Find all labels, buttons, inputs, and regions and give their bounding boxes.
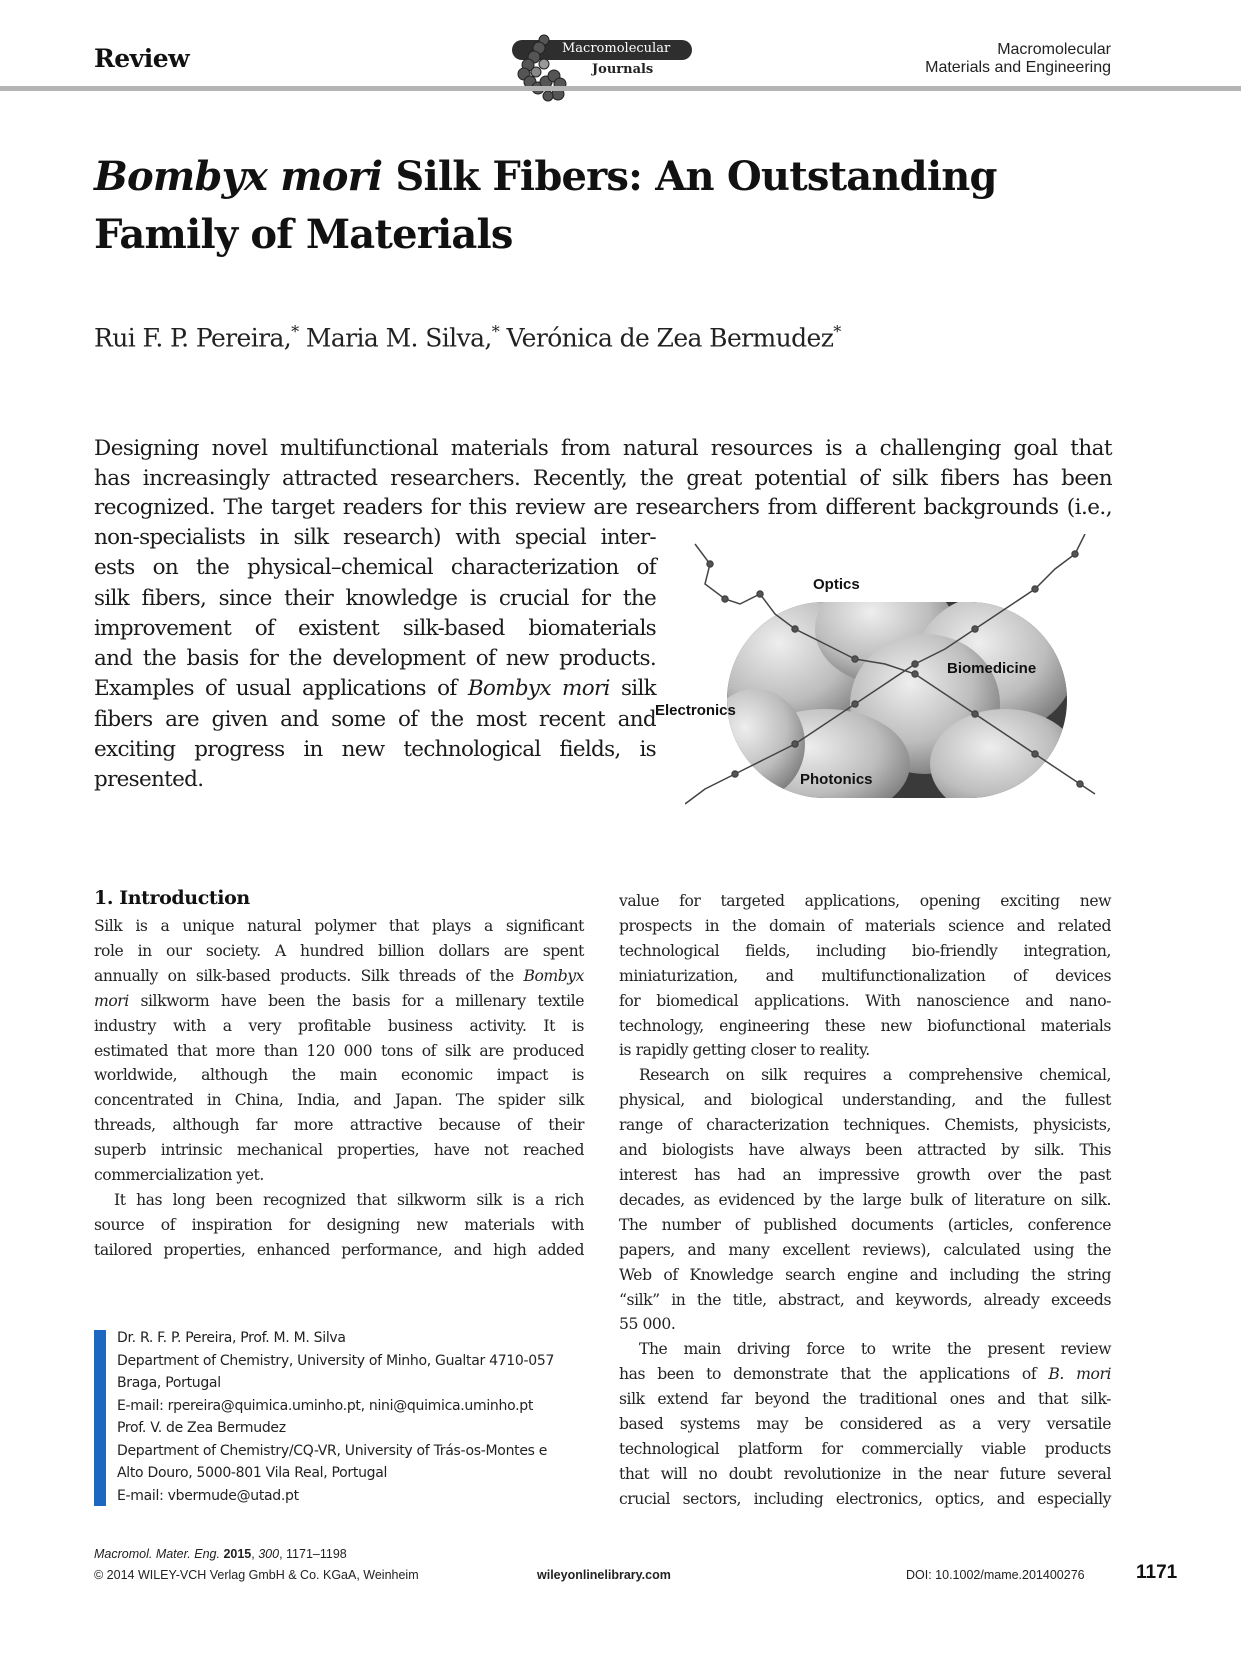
italic-species: mori [94,991,129,1010]
abstract-text: Examples of usual applications of [94,676,468,702]
citation-pages: , 1171–1198 [279,1547,347,1561]
silk-cocoon-molecule-image [685,534,1105,820]
text-line: for biomedical applications. With nanoscience and nano- [619,991,1111,1010]
affiliation-line: Prof. V. de Zea Bermudez [117,1420,286,1436]
text-line: technological platform for commercially viable products [619,1439,1111,1458]
author-name: Maria M. Silva, [298,323,492,353]
text-line: commercialization yet. [94,1166,264,1185]
text-line: concentrated in China, India, and Japan. The spider silk [94,1091,584,1110]
corresponding-mark: * [833,322,841,341]
affiliation-line: Dr. R. F. P. Pereira, Prof. M. M. Silva [117,1330,346,1346]
title-line1-rest: Silk Fibers: An Outstanding [382,153,997,200]
affiliation-email[interactable]: E-mail: rpereira@quimica.uminho.pt, nini@quimica.uminho.pt [117,1397,534,1414]
text-span: has been to demonstrate that the applications of [619,1365,1049,1384]
text-line: that will no doubt revolutionize in the near future several [619,1464,1111,1483]
italic-species: B. mori [1048,1365,1111,1384]
text-line: Web of Knowledge search engine and including the string [619,1265,1111,1284]
text-span: annually on silk-based products. Silk threads of the [94,966,524,985]
footer-website-link[interactable]: wileyonlinelibrary.com [537,1568,671,1582]
text-line: crucial sectors, including electronics, optics, and especially [619,1489,1111,1508]
text-line: It has long been recognized that silkworm silk is a rich [114,1190,584,1209]
author-list [94,322,841,352]
logo-text-macromolecular: Macromolecular [562,41,671,56]
text-line [619,1362,1111,1387]
page-number: 1171 [1136,1562,1178,1583]
text-line: physical, and biological understanding, and the fullest [619,1091,1111,1110]
header-rule [0,86,1241,91]
text-line: worldwide, although the main economic impact is [94,1066,584,1085]
abstract-line: presented. [94,767,204,793]
citation-volume: 300 [258,1547,280,1561]
abstract-line [94,674,656,704]
logo-text-journals: Journals [592,62,654,77]
text-line: technology, engineering these new biofunctional materials [619,1016,1111,1035]
italic-species: Bombyx [523,966,584,985]
article-title [94,148,1094,264]
journal-name-line2: Materials and Engineering [925,59,1111,76]
text-line: value for targeted applications, opening exciting new [619,892,1111,910]
footer-citation: Macromol. Mater. Eng. 2015, 300, 1171–1198 [94,1547,347,1561]
abstract-line: improvement of existent silk-based biomaterials [94,615,656,641]
abstract-line: non-specialists in silk research) with special inter- [94,525,656,550]
text-line: silk extend far beyond the traditional ones and that silk- [619,1390,1111,1409]
corresponding-mark: * [291,322,299,341]
abstract-line: fibers are given and some of the most recent and [94,706,656,732]
abstract-line: exciting progress in new technological fields, is [94,737,656,763]
text-line: threads, although far more attractive because of their [94,1116,584,1135]
text-line: and biologists have always been attracted by silk. This [619,1141,1111,1160]
journal-logo [512,36,692,106]
affiliation-accent-bar [94,1330,106,1506]
text-line: miniaturization, and multifunctionalization of devices [619,966,1111,985]
affiliation-line: Department of Chemistry/CQ-VR, University of Trás-os-Montes e [117,1442,548,1459]
text-line: papers, and many excellent reviews), calculated using the [619,1240,1111,1259]
section-label: Review [94,44,190,73]
affiliation-line: Braga, Portugal [117,1375,221,1391]
toc-label-electronics: Electronics [655,702,736,719]
text-line: “silk” in the title, abstract, and keywords, already exceeds [619,1290,1111,1309]
toc-label-photonics: Photonics [800,771,873,788]
abstract-narrow [94,523,656,796]
journal-name-line1: Macromolecular [997,41,1111,58]
section-heading: 1. Introduction [94,887,250,909]
text-line: 55 000. [619,1315,676,1334]
text-line: Research on silk requires a comprehensive chemical, [639,1066,1111,1085]
text-line: range of characterization techniques. Chemists, physicists, [619,1116,1111,1135]
footer-doi[interactable]: DOI: 10.1002/mame.201400276 [906,1568,1085,1582]
affiliation-line: Department of Chemistry, University of Minho, Gualtar 4710-057 [117,1352,555,1369]
abstract-line: has increasingly attracted researchers. Recently, the great potential of silk fibers has been [94,465,1112,491]
title-line2: Family of Materials [94,211,513,258]
abstract-full-width [94,434,1112,523]
text-line: prospects in the domain of materials science and related [619,916,1111,935]
toc-graphic [655,534,1105,820]
corresponding-mark: * [491,322,500,341]
text-line [94,964,584,989]
text-line: tailored properties, enhanced performance, and high added [94,1240,584,1259]
abstract-line: and the basis for the development of new products. [94,646,656,672]
text-line: interest has had an impressive growth over the past [619,1165,1111,1184]
text-line: Silk is a unique natural polymer that plays a significant [94,917,584,935]
text-line: The main driving force to write the present review [639,1340,1111,1359]
text-line: estimated that more than 120 000 tons of silk are produced [94,1041,584,1060]
footer-copyright: © 2014 WILEY-VCH Verlag GmbH & Co. KGaA, Weinheim [94,1568,419,1582]
affiliation-line: Alto Douro, 5000-801 Vila Real, Portugal [117,1465,388,1481]
text-line: source of inspiration for designing new materials with [94,1215,584,1234]
abstract-line: recognized. The target readers for this review are researchers from different backgrounds (i.e., [94,495,1112,520]
text-line: role in our society. A hundred billion dollars are spent [94,941,584,960]
citation-journal: Macromol. Mater. Eng. [94,1547,220,1561]
text-line: industry with a very profitable business activity. It is [94,1016,584,1035]
abstract-line: ests on the physical–chemical characterization of [94,555,656,581]
affiliation-email[interactable]: E-mail: vbermude@utad.pt [117,1487,299,1504]
abstract-line: silk fibers, since their knowledge is crucial for the [94,585,656,611]
journal-name [925,41,1111,77]
text-line: decades, as evidenced by the large bulk of literature on silk. [619,1190,1111,1209]
text-line: The number of published documents (articles, conference [619,1215,1111,1234]
body-column-right [619,889,1111,1512]
author-name: Verónica de Zea Bermudez [499,323,834,353]
title-italic-species: Bombyx mori [94,153,383,200]
toc-label-biomedicine: Biomedicine [947,660,1037,677]
citation-year: 2015 [223,1547,252,1561]
abstract-line: Designing novel multifunctional materials from natural resources is a challenging goal that [94,436,1112,461]
abstract-italic-species: Bombyx mori [467,676,610,702]
body-column-left [94,914,584,1263]
text-line: is rapidly getting closer to reality. [619,1041,870,1060]
text-line [94,989,584,1014]
text-line: based systems may be considered as a very versatile [619,1415,1111,1434]
text-span: silkworm have been the basis for a millenary textile [128,991,584,1010]
text-line: technological fields, including bio-friendly integration, [619,941,1111,960]
toc-label-optics: Optics [813,576,860,593]
abstract-text: silk [609,676,656,702]
text-line: superb intrinsic mechanical properties, have not reached [94,1141,584,1160]
affiliation-block [117,1327,554,1507]
author-name: Rui F. P. Pereira, [94,323,292,353]
